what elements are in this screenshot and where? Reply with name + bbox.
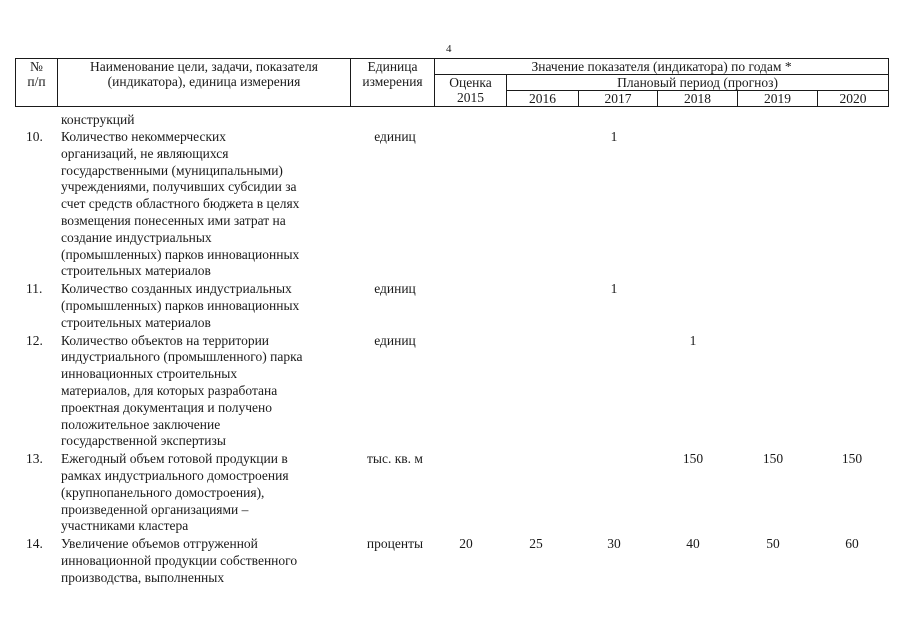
header-num-label: п/п: [27, 74, 46, 89]
value-2017: 30: [607, 536, 621, 552]
indicator-name-line: Увеличение объемов отгруженной: [61, 536, 258, 552]
indicator-name-line: (промышленных) парков инновационных: [61, 297, 300, 313]
row-number: 11.: [26, 281, 43, 297]
table-row: [0, 536, 905, 587]
indicator-name-line: Количество созданных индустриальных: [61, 281, 292, 297]
indicator-name-line: строительных материалов: [61, 263, 211, 279]
table-header: [15, 58, 889, 107]
value-2017: 1: [610, 281, 618, 297]
unit-of-measure: тыс. кв. м: [367, 451, 423, 467]
header-values-title: Значение показателя (индикатора) по годам *: [435, 59, 889, 75]
table-row: [0, 281, 905, 332]
table-row: [0, 451, 905, 536]
indicator-name-line: инновационных строительных: [61, 366, 238, 382]
header-year-2019: 2019: [738, 91, 818, 107]
header-unit-cell: [351, 59, 435, 107]
row-number: 13.: [26, 451, 43, 467]
header-year-2015: 2015: [457, 90, 484, 105]
header-name-line1: Наименование цели, задачи, показателя: [90, 59, 318, 74]
indicator-name-line: рамках индустриального домостроения: [61, 467, 289, 483]
value-2018: 1: [689, 332, 697, 348]
indicator-name: [61, 281, 351, 331]
header-num-cell: [16, 59, 58, 107]
indicator-name-line: положительное заключение: [61, 416, 221, 432]
indicator-name-line: произведенной организациями –: [61, 501, 249, 517]
value-2018: 40: [686, 536, 700, 552]
header-unit-line2: измерения: [362, 74, 423, 89]
value-2020: 150: [841, 451, 863, 467]
indicator-name-line: счет средств областного бюджета в целях: [61, 196, 300, 212]
indicator-name: [61, 451, 351, 535]
header-year-2020: 2020: [818, 91, 889, 107]
value-2020: 60: [845, 536, 859, 552]
indicator-name-line: государственными (муниципальными): [61, 162, 283, 178]
indicator-name-line: Количество некоммерческих: [61, 129, 226, 144]
table-body: [0, 112, 905, 588]
header-year-2017: 2017: [579, 91, 658, 107]
indicator-name-line: создание индустриальных: [61, 229, 212, 245]
header-planned-label: Плановый период (прогноз): [507, 75, 889, 91]
indicator-name-line: производства, выполненных: [61, 569, 225, 585]
indicator-name-line: учреждениями, получивших субсидии за: [61, 179, 297, 195]
unit-of-measure: единиц: [374, 332, 416, 348]
value-2017: 1: [610, 129, 618, 144]
value-2019: 150: [762, 451, 784, 467]
indicator-rows: [0, 129, 905, 588]
header-name-cell: [58, 59, 351, 107]
header-year-2018: 2018: [658, 91, 738, 107]
unit-of-measure: проценты: [366, 536, 424, 552]
indicator-name-line: Ежегодный объем готовой продукции в: [61, 451, 288, 467]
row-number: 12.: [26, 332, 43, 348]
header-name-line2: (индикатора), единица измерения: [107, 74, 301, 89]
table-row: [0, 129, 905, 281]
row-number: 14.: [26, 536, 43, 552]
continuation-row: [0, 112, 905, 129]
table-row: [0, 333, 905, 452]
indicator-name: [61, 129, 351, 280]
header-unit-line1: Единица: [367, 59, 418, 74]
indicator-name-line: государственной экспертизы: [61, 433, 226, 449]
header-estimate-cell: [435, 75, 507, 107]
continuation-text: конструкций: [61, 112, 135, 127]
value-2015: 20: [459, 536, 473, 552]
unit-of-measure: единиц: [374, 281, 416, 297]
header-estimate-label: Оценка: [449, 75, 492, 90]
page-number: 4: [446, 43, 452, 55]
value-2016: 25: [529, 536, 543, 552]
indicator-name-line: индустриального (промышленного) парка: [61, 349, 303, 365]
indicator-name: [61, 536, 351, 586]
value-2018: 150: [682, 451, 704, 467]
unit-of-measure: единиц: [374, 129, 416, 144]
indicator-name-line: возмещения понесенных ими затрат на: [61, 212, 286, 228]
indicator-name-line: организаций, не являющихся: [61, 145, 229, 161]
indicator-name-line: участниками кластера: [61, 518, 189, 534]
indicator-name-line: (крупнопанельного домостроения),: [61, 484, 265, 500]
value-2019: 50: [766, 536, 780, 552]
indicator-name: [61, 333, 351, 451]
header-year-2016: 2016: [507, 91, 579, 107]
row-number: 10.: [26, 129, 43, 144]
header-num-symbol: №: [30, 59, 43, 74]
indicator-name-line: строительных материалов: [61, 314, 211, 330]
indicator-name-line: (промышленных) парков инновационных: [61, 246, 300, 262]
indicator-name-line: инновационной продукции собственного: [61, 552, 298, 568]
indicator-name-line: Количество объектов на территории: [61, 332, 270, 348]
indicator-name-line: проектная документация и получено: [61, 399, 273, 415]
indicator-name-line: материалов, для которых разработана: [61, 382, 278, 398]
